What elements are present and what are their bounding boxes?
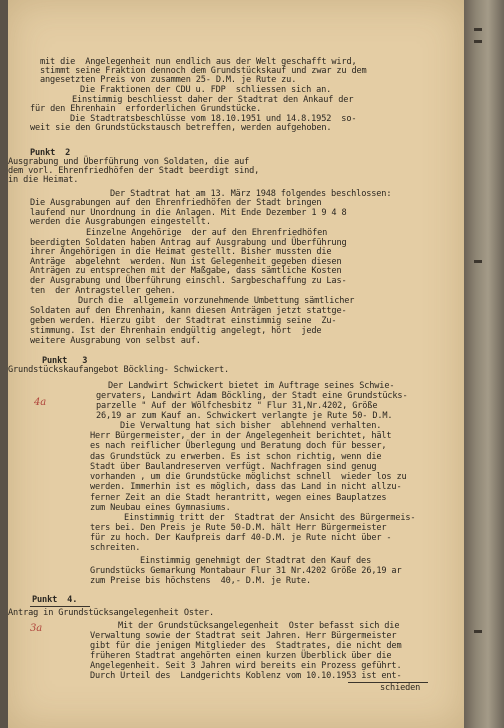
handwritten-margin-note: 4a [34,397,47,408]
text-line: Die Verwaltung hat sich bisher ablehnend verhalten. [120,421,382,431]
text-line: Der Stadtrat hat am 13. März 1948 folgendes beschlossen: [110,189,392,199]
text-line: parzelle " Auf der Wölfchesbitz " Flur 31,Nr.4202, Größe [96,401,378,411]
text-line: Die Ausgrabungen auf den Ehrenfriedhöfen der Stadt bringen [30,198,322,208]
binding-clip [474,260,482,263]
page-text [8,0,464,728]
text-line: ten der Antragsteller gehen. [30,286,176,296]
text-line: beerdigten Soldaten haben Antrag auf Ausgrabung und Überführung [30,238,347,248]
text-line: Herr Bürgermeister, der in der Angelegenheit berichtet, hält [90,431,392,441]
text-line: Die Stadtratsbeschlüsse vom 18.10.1951 und 14.8.1952 so- [70,114,357,124]
punkt-2-subject: in die Heimat. [8,175,79,185]
text-line: Einzelne Angehörige der auf den Ehrenfriedhöfen [86,228,328,238]
text-line: Grundstücks Gemarkung Montabaur Flur 31 Nr.4202 Größe 26,19 ar [90,566,402,576]
text-line: Anträge abgelehnt werden. Nun ist Gelegenheit gegeben diesen [30,257,342,267]
text-line: Stadt über Baulandreserven verfügt. Nachfragen sind genug [90,462,377,472]
text-line: früheren Stadtrat angehörten einen kurzen Überblick über die [90,651,392,661]
punkt-2-heading: Punkt 2 [30,148,71,158]
text-line: Einstimmig beschliesst daher der Stadtrat den Ankauf der [72,95,354,105]
text-line: weitere Ausgrabung von selbst auf. [30,336,201,346]
text-line: werden. Immerhin ist es möglich, dass das Land in nicht allzu- [90,482,402,492]
binding-clip [474,40,482,43]
handwritten-margin-note: 3a [30,623,43,634]
text-line: geben werden. Hierzu gibt der Stadtrat einstimmig seine Zu- [30,316,337,326]
text-line: der Ausgrabung und Überführung einschl. Sargbeschaffung zu Las- [30,276,347,286]
text-line: stimmt seine Fraktion dennoch dem Grundstückskauf und zwar zu dem [40,66,367,76]
punkt-2-subject: Ausgrabung und Überführung von Soldaten, die auf [8,157,250,167]
binding-clip [474,630,482,633]
heading-underline [30,606,90,607]
text-line: gervaters, Landwirt Adam Böckling, der Stadt eine Grundstücks- [96,391,408,401]
binding-gutter [464,0,504,728]
text-line: für den Ehrenhain erforderlichen Grundstücke. [30,104,262,114]
punkt-2-subject: dem vorl. Ehrenfriedhöfen der Stadt beerdigt sind, [8,166,260,176]
punkt-3-heading: Punkt 3 [42,356,88,366]
text-line: Durch Urteil des Landgerichts Koblenz vom 10.10.1953 ist ent- [90,671,402,681]
text-line: ters bei. Den Preis je Rute 50-D.M. hält Herr Bürgermeister [90,523,387,533]
text-line: weit sie den Grundstückstausch betreffen, werden aufgehoben. [30,123,332,133]
text-line: Soldaten auf den Ehrenhain, kann diesen Anträgen jetzt stattge- [30,306,347,316]
text-line: das Grundstück zu erwerben. Es ist schon richtig, wenn die [90,452,382,462]
text-line: Mit der Grundstücksangelegenheit Oster befasst sich die [118,621,400,631]
binding-clip [474,28,482,31]
continuation-word: schieden [380,683,421,693]
text-line: 26,19 ar zum Kauf an. Schwickert verlangte je Rute 50- D.M. [96,411,393,421]
text-line: stimmung. Ist der Ehrenhain endgültig angelegt, hört jede [30,326,322,336]
text-line: Verwaltung sowie der Stadtrat seit Jahren. Herr Bürgermeister [90,631,397,641]
text-line: vorhanden , um die Grundstücke möglichst schnell wieder los zu [90,472,407,482]
text-line: Der Landwirt Schwickert bietet im Auftrage seines Schwie- [108,381,395,391]
text-line: ihrer Angehörigen in die Heimat gestellt. Bisher mussten die [30,247,332,257]
text-line: Einstimmig tritt der Stadtrat der Ansicht des Bürgermeis- [124,513,416,523]
text-line: mit die Angelegenheit nun endlich aus der Welt geschafft wird, [40,57,357,67]
text-line: es nach reiflicher Überlegung und Beratung doch für besser, [90,441,387,451]
document-page [8,0,464,728]
text-line: Anträgen zu entsprechen mit der Maßgabe, dass sämtliche Kosten [30,266,342,276]
text-line: laufend nur Unordnung in die Anlagen. Mit Ende Dezember 1 9 4 8 [30,208,347,218]
text-line: Einstimmig genehmigt der Stadtrat den Kauf des [140,556,372,566]
text-line: zum Preise bis höchstens 40,- D.M. je Rute. [90,576,312,586]
text-line: für zu hoch. Der Kaufpreis darf 40-D.M. je Rute nicht über - [90,533,392,543]
punkt-4-subject: Antrag in Grundstücksangelegenheit Oster. [8,608,214,618]
text-line: werden die Ausgrabungen eingestellt. [30,217,211,227]
text-line: angesetzten Preis von zusammen 25- D.M. je Rute zu. [40,75,297,85]
continuation-underline [348,682,428,683]
text-line: gibt für die jenigen Mitglieder des Stadtrates, die nicht dem [90,641,402,651]
punkt-4-heading: Punkt 4. [32,595,78,605]
punkt-3-subject: Grundstückskaufangebot Böckling- Schwickert. [8,365,230,375]
text-line: Die Fraktionen der CDU u. FDP schliessen sich an. [80,85,332,95]
text-line: schreiten. [90,543,141,553]
text-line: Durch die allgemein vorzunehmende Umbettung sämtlicher [78,296,355,306]
text-line: Angelegenheit. Seit 3 Jahren wird bereits ein Prozess geführt. [90,661,402,671]
text-line: ferner Zeit an die Stadt herantritt, wegen eines Bauplatzes [90,493,387,503]
text-line: zum Neubau eines Gymnasiums. [90,503,231,513]
